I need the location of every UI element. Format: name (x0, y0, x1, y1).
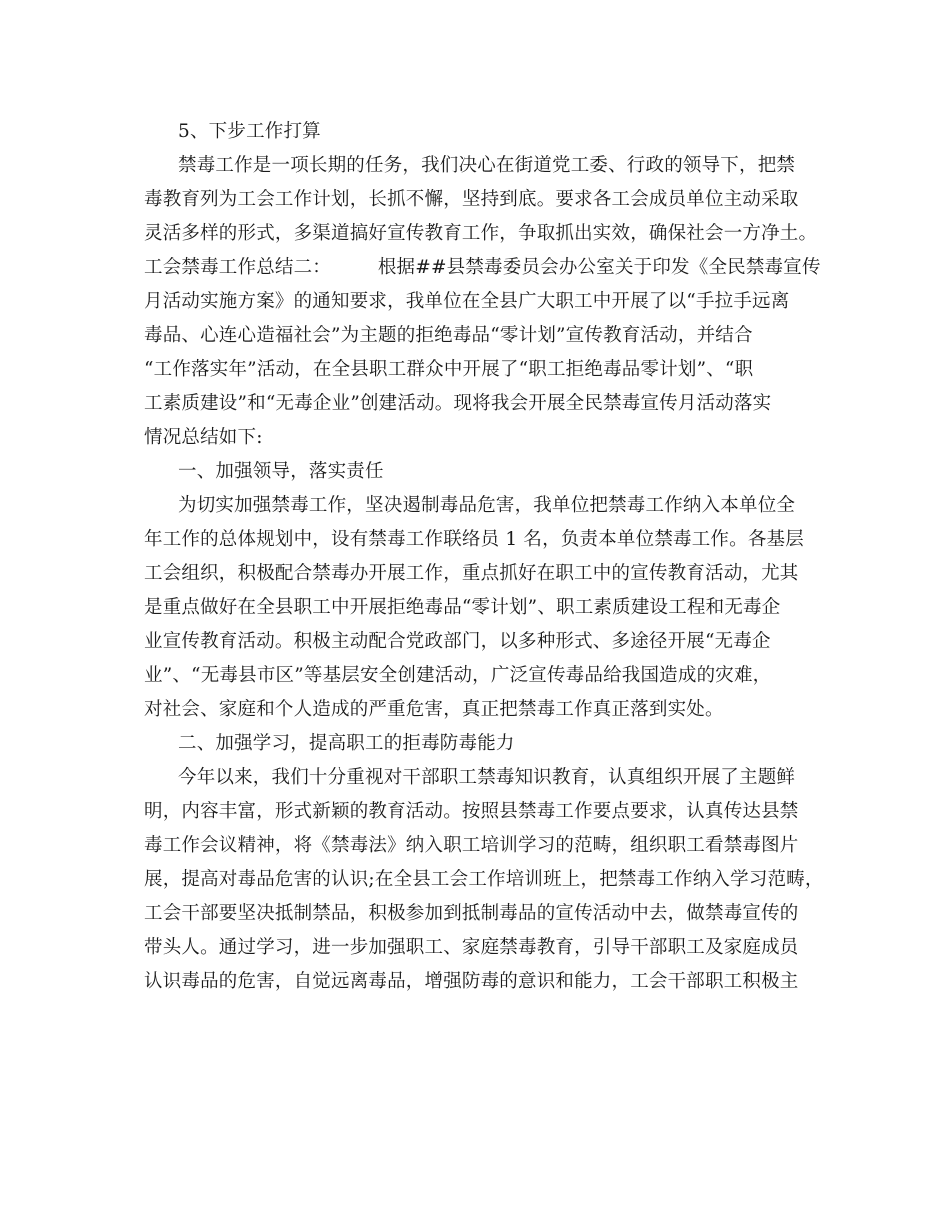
paragraph-line: 带头人。通过学习，进一步加强职工、家庭禁毒教育，引导干部职工及家庭成员 (144, 937, 799, 958)
paragraph-line: 今年以来，我们十分重视对干部职工禁毒知识教育，认真组织开展了主题鲜 (178, 767, 796, 788)
paragraph-line: 月活动实施方案》的通知要求，我单位在全县广大职工中开展了以“手拉手远离 (144, 291, 790, 312)
section-heading: 5、下步工作打算 (178, 121, 321, 142)
paragraph-line: 年工作的总体规划中，设有禁毒工作联络员 1 名，负责本单位禁毒工作。各基层 (144, 529, 804, 550)
paragraph-line: 工会禁毒工作总结二： 根据##县禁毒委员会办公室关于印发《全民禁毒宣传 (144, 257, 821, 278)
paragraph-line: 灵活多样的形式，多渠道搞好宣传教育工作，争取抓出实效，确保社会一方净土。 (144, 223, 818, 244)
paragraph-line: “工作落实年”活动，在全县职工群众中开展了“职工拒绝毒品零计划”、“职 (144, 359, 754, 380)
paragraph-line: 禁毒工作是一项长期的任务，我们决心在街道党工委、行政的领导下，把禁 (178, 155, 796, 176)
section-heading: 一、加强领导，落实责任 (178, 461, 384, 482)
paragraph-line: 业宣传教育活动。积极主动配合党政部门，以多种形式、多途径开展“无毒企 (144, 631, 771, 652)
paragraph-line: 情况总结如下: (144, 427, 263, 448)
paragraph-line: 展，提高对毒品危害的认识;在全县工会工作培训班上，把禁毒工作纳入学习范畴， (144, 869, 824, 890)
paragraph-line: 认识毒品的危害，自觉远离毒品，增强防毒的意识和能力，工会干部职工积极主 (144, 971, 799, 992)
paragraph-line: 工会干部要坚决抵制禁品，积极参加到抵制毒品的宣传活动中去，做禁毒宣传的 (144, 903, 799, 924)
paragraph-line: 毒教育列为工会工作计划，长抓不懈，坚持到底。要求各工会成员单位主动采取 (144, 189, 799, 210)
paragraph-line: 毒工作会议精神，将《禁毒法》纳入职工培训学习的范畴，组织职工看禁毒图片 (144, 835, 799, 856)
section-heading: 二、加强学习，提高职工的拒毒防毒能力 (178, 733, 515, 754)
paragraph-line: 工素质建设”和“无毒企业”创建活动。现将我会开展全民禁毒宣传月活动落实 (144, 393, 772, 414)
paragraph-line: 明，内容丰富，形式新颖的教育活动。按照县禁毒工作要点要求，认真传达县禁 (144, 801, 799, 822)
paragraph-line: 毒品、心连心造福社会”为主题的拒绝毒品“零计划”宣传教育活动，并结合 (144, 325, 753, 346)
paragraph-line: 是重点做好在全县职工中开展拒绝毒品“零计划”、职工素质建设工程和无毒企 (144, 597, 781, 618)
paragraph-line: 对社会、家庭和个人造成的严重危害，真正把禁毒工作真正落到实处。 (144, 699, 724, 720)
paragraph-line: 业”、“无毒县市区”等基层安全创建活动，广泛宣传毒品给我国造成的灾难， (144, 665, 772, 686)
paragraph-line: 为切实加强禁毒工作，坚决遏制毒品危害，我单位把禁毒工作纳入本单位全 (178, 495, 796, 516)
paragraph-line: 工会组织，积极配合禁毒办开展工作，重点抓好在职工中的宣传教育活动，尤其 (144, 563, 799, 584)
